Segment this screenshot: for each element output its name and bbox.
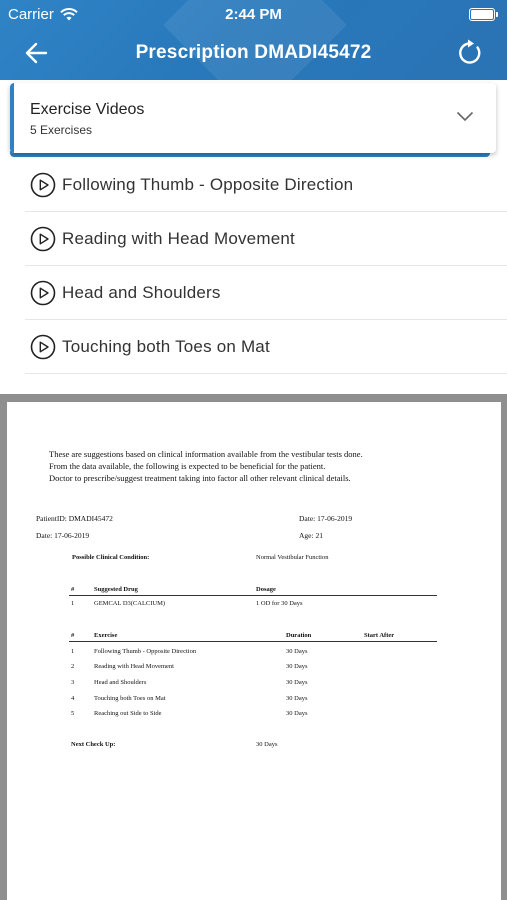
exercise-row-duration: 30 Days xyxy=(286,695,308,702)
date-left: Date: 17-06-2019 xyxy=(36,531,90,540)
card-subtitle: 5 Exercises xyxy=(30,123,93,137)
drug-name: GEMCAL D3(CALCIUM) xyxy=(94,600,166,607)
exercise-row-num: 2 xyxy=(71,663,75,670)
patient-age: Age: 21 xyxy=(299,531,323,540)
card-accent xyxy=(10,83,14,153)
exercise-row-duration: 30 Days xyxy=(286,663,308,670)
exercise-label: Following Thumb - Opposite Direction xyxy=(62,174,354,194)
exercise-row-name: Touching both Toes on Mat xyxy=(94,695,166,702)
list-item[interactable] xyxy=(25,320,507,374)
document-intro xyxy=(49,448,363,484)
play-circle-icon[interactable] xyxy=(30,172,56,198)
date-right: Date: 17-06-2019 xyxy=(299,514,353,523)
exercise-row-num: 3 xyxy=(71,679,75,686)
drug-table-rule xyxy=(69,595,437,596)
refresh-icon[interactable] xyxy=(455,38,485,68)
clinical-condition-value: Normal Vestibular Function xyxy=(256,554,329,561)
clinical-condition-label: Possible Clinical Condition: xyxy=(72,554,150,561)
drug-header-dosage: Dosage xyxy=(256,586,276,593)
status-time: 2:44 PM xyxy=(225,6,282,23)
exercise-row-duration: 30 Days xyxy=(286,710,308,717)
play-circle-icon[interactable] xyxy=(30,280,56,306)
prescription-page xyxy=(7,402,501,900)
exercise-row-duration: 30 Days xyxy=(286,648,308,655)
exercise-header-start: Start After xyxy=(364,632,395,639)
exercise-list xyxy=(25,158,507,374)
intro-line: Doctor to prescribe/suggest treatment taking into factor all other relevant clinical details. xyxy=(49,473,351,483)
exercise-row-name: Head and Shoulders xyxy=(94,679,147,686)
exercise-table-rule xyxy=(69,641,437,642)
play-circle-icon[interactable] xyxy=(30,226,56,252)
drug-header-num: # xyxy=(71,586,75,593)
exercise-header-num: # xyxy=(71,632,75,639)
exercise-row-num: 4 xyxy=(71,695,75,702)
list-item[interactable] xyxy=(25,266,507,320)
next-checkup-label: Next Check Up: xyxy=(71,741,116,748)
exercise-row-name: Following Thumb - Opposite Direction xyxy=(94,648,197,655)
exercise-videos-card[interactable] xyxy=(10,83,496,153)
page-title: Prescription DMADI45472 xyxy=(135,42,372,63)
exercise-row-name: Reading with Head Movement xyxy=(94,663,174,670)
intro-line: These are suggestions based on clinical information available from the vestibular tests done. xyxy=(49,449,363,459)
chevron-down-icon[interactable] xyxy=(456,109,474,123)
exercise-label: Touching both Toes on Mat xyxy=(62,336,270,356)
exercise-row-duration: 30 Days xyxy=(286,679,308,686)
intro-line: From the data available, the following is expected to be beneficial for the patient. xyxy=(49,461,326,471)
battery-icon xyxy=(469,8,495,21)
exercise-label: Reading with Head Movement xyxy=(62,228,295,248)
card-title: Exercise Videos xyxy=(30,101,145,118)
document-viewer[interactable] xyxy=(0,394,507,900)
exercise-label: Head and Shoulders xyxy=(62,282,221,302)
patient-id: PatientID: DMADI45472 xyxy=(36,514,113,523)
exercise-row-num: 1 xyxy=(71,648,75,655)
app-header xyxy=(0,0,507,80)
exercise-row-name: Reaching out Side to Side xyxy=(94,710,162,717)
drug-header-name: Suggested Drug xyxy=(94,586,138,593)
exercise-header-name: Exercise xyxy=(94,632,118,639)
status-bar xyxy=(0,0,507,28)
drug-num: 1 xyxy=(71,600,75,607)
play-circle-icon[interactable] xyxy=(30,334,56,360)
next-checkup-value: 30 Days xyxy=(256,741,278,748)
list-item[interactable] xyxy=(25,212,507,266)
exercise-header-duration: Duration xyxy=(286,632,312,639)
exercise-row-num: 5 xyxy=(71,710,75,717)
list-item[interactable] xyxy=(25,158,507,212)
drug-dosage: 1 OD for 30 Days xyxy=(256,600,303,607)
carrier-label: Carrier xyxy=(8,6,54,23)
